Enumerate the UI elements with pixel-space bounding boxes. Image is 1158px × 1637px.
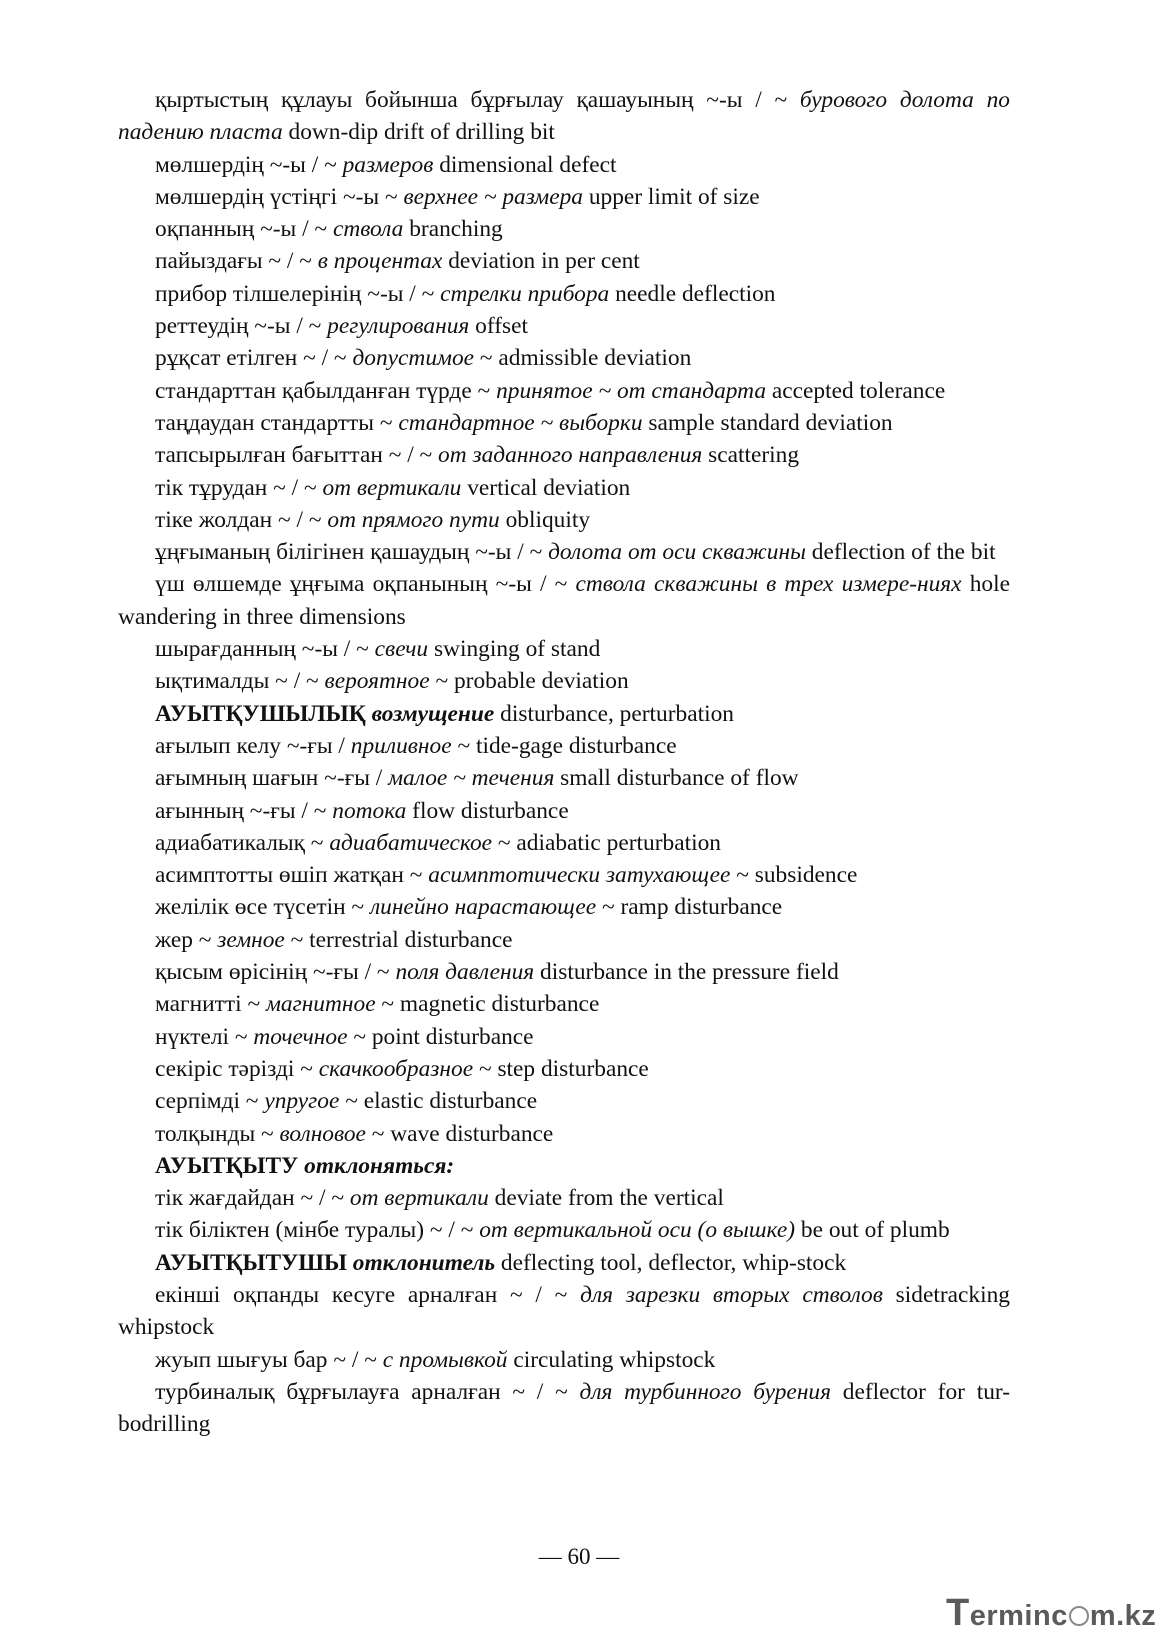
dictionary-entry	[118, 375, 1010, 407]
dictionary-entry	[118, 1182, 1010, 1214]
logo-ring-icon	[1069, 1606, 1089, 1626]
entry-term: вероятное	[324, 668, 430, 695]
entry-term: долота от оси скважины	[548, 539, 806, 566]
entry-text: vertical deviation	[461, 474, 631, 501]
entry-text: оқпанның ~-ы / ~	[155, 216, 333, 243]
dictionary-entry	[118, 407, 1010, 439]
entry-text: disturbance, perturbation	[494, 700, 734, 727]
entry-term: бурового долота по падению пласта	[118, 87, 1010, 146]
dictionary-entry	[118, 1214, 1010, 1246]
entry-text: рұқсат етілген ~ / ~	[155, 345, 353, 372]
entry-text: ~ ramp disturbance	[596, 894, 783, 921]
entry-text: deflection of the bit	[805, 539, 996, 566]
entry-text: турбиналық бұрғылауға арналған ~ / ~	[155, 1378, 580, 1405]
entry-text: ~ wave disturbance	[365, 1120, 554, 1147]
entry-text: obliquity	[499, 506, 591, 533]
dictionary-entry	[118, 439, 1010, 471]
entry-text: прибор тілшелерінің ~-ы / ~	[155, 280, 441, 307]
termincom-logo	[946, 1592, 1158, 1634]
entry-text: жуып шығуы бар ~ / ~	[155, 1346, 383, 1373]
dictionary-entry	[118, 1376, 1010, 1441]
dictionary-entry	[118, 149, 1010, 181]
entry-text: deflector for tur-bodrilling	[118, 1378, 1011, 1438]
entry-term: допустимое	[352, 345, 475, 372]
dictionary-entry	[118, 956, 1010, 988]
entry-text: ~ adiabatic perturbation	[492, 829, 721, 856]
entry-text: deflecting tool, deflector, whip-stock	[495, 1249, 847, 1276]
entry-term: стандартное ~ выборки	[398, 409, 643, 436]
entry-term: от прямого пути	[327, 506, 500, 533]
entry-text: ~ elastic disturbance	[339, 1088, 538, 1115]
entry-text: қысым өрісінің ~-ғы / ~	[155, 959, 396, 986]
dictionary-entry	[118, 245, 1010, 277]
dictionary-entry	[118, 181, 1010, 213]
entry-text: flow disturbance	[406, 797, 569, 824]
entry-text: ұңғыманың білігінен қашаудың ~-ы / ~	[155, 539, 549, 566]
entry-term: от вертикальной оси (о вышке)	[479, 1217, 796, 1244]
entry-term: регулирования	[327, 313, 470, 340]
entry-term: для турбинного бурения	[579, 1378, 831, 1405]
entry-text: үш өлшемде ұңғыма оқпанының ~-ы / ~	[155, 571, 576, 598]
page-number: — 60 —	[538, 1544, 620, 1569]
dictionary-entry	[118, 698, 1010, 730]
entry-text: стандарттан қабылданған түрде ~	[155, 377, 497, 404]
entry-text: deviation in per cent	[442, 248, 640, 275]
dictionary-entry	[118, 1085, 1010, 1117]
entry-text: ағымның шағын ~-ғы /	[155, 765, 389, 792]
dictionary-entry	[118, 536, 1010, 568]
entry-term: возмущение	[371, 700, 495, 727]
entry-term: ствола скважины в трех измере-ниях	[575, 571, 962, 598]
entry-text: нүктелі ~	[155, 1023, 254, 1050]
entry-term: в процентах	[317, 248, 443, 275]
entry-term: размеров	[342, 151, 434, 178]
dictionary-entry	[118, 504, 1010, 536]
entry-text: ~ magnetic disturbance	[375, 991, 600, 1018]
entry-text: ~ probable deviation	[429, 668, 629, 695]
entry-text: ~ terrestrial disturbance	[284, 926, 513, 953]
entry-term: стрелки прибора	[440, 280, 610, 307]
entry-text: екінші оқпанды кесуге арналған ~ / ~	[155, 1281, 581, 1308]
entry-text: deviate from the vertical	[488, 1185, 724, 1212]
dictionary-entry	[118, 213, 1010, 245]
entry-text: branching	[403, 216, 503, 243]
entry-term: поля давления	[395, 959, 535, 986]
entry-text: асимптотты өшіп жатқан ~	[155, 862, 429, 889]
dictionary-entry	[118, 472, 1010, 504]
entry-term: от вертикали	[349, 1185, 489, 1212]
entry-text: жер ~	[155, 926, 218, 953]
entry-term: отклонитель	[352, 1249, 496, 1276]
dictionary-entry	[118, 988, 1010, 1020]
logo-part-1: T	[946, 1592, 970, 1634]
entry-text: upper limit of size	[582, 183, 760, 210]
entry-term: АУЫТҚЫТУШЫ	[155, 1249, 353, 1276]
entry-text: тік біліктен (мінбе туралы) ~ / ~	[155, 1217, 480, 1244]
entry-term: адиабатическое	[329, 829, 493, 856]
dictionary-entry	[118, 342, 1010, 374]
entry-text: қыртыстың құлауы бойынша бұрғылау қашауының ~-ы / ~	[155, 87, 800, 113]
entry-text: sidetracking whipstock	[118, 1281, 1010, 1341]
entry-text: small disturbance of flow	[554, 765, 799, 792]
entry-text: needle deflection	[609, 280, 776, 307]
entry-term: линейно нарастающее	[369, 894, 597, 921]
entry-text: dimensional defect	[433, 151, 617, 178]
entry-text: scattering	[702, 442, 800, 469]
entry-text: sample standard deviation	[642, 409, 893, 436]
entry-text: ~ tide-gage disturbance	[451, 732, 677, 759]
entry-text: ~ subsidence	[730, 862, 858, 889]
entry-term: приливное	[350, 732, 452, 759]
entry-term: асимптотически затухающее	[428, 862, 731, 889]
entry-text: шырағданның ~-ы / ~	[155, 636, 375, 663]
entry-term: магнитное	[265, 991, 376, 1018]
entry-term: АУЫТҚЫТУ	[155, 1152, 305, 1179]
dictionary-entry	[118, 1344, 1010, 1376]
entry-text: тік жағдайдан ~ / ~	[155, 1185, 350, 1212]
dictionary-entry	[118, 1279, 1010, 1344]
entry-text: желілік өсе түсетін ~	[155, 894, 370, 921]
entry-text: ~ admissible deviation	[474, 345, 692, 372]
entry-term: с промывкой	[382, 1346, 508, 1373]
entry-text: серпімді ~	[155, 1088, 265, 1115]
entry-text: тіке жолдан ~ / ~	[155, 506, 328, 533]
dictionary-entry	[118, 665, 1010, 697]
entry-term: точечное	[253, 1023, 348, 1050]
entry-term: от вертикали	[322, 474, 462, 501]
entry-term: волновое	[279, 1120, 366, 1147]
entry-text: be out of plumb	[795, 1217, 950, 1244]
entry-text: swinging of stand	[428, 636, 601, 663]
entry-text: мөлшердің үстіңгі ~-ы ~	[155, 183, 404, 210]
entry-term: принятое ~ от стандарта	[496, 377, 767, 404]
dictionary-entry	[118, 1247, 1010, 1279]
entry-term: АУЫТҚУШЫЛЫҚ	[155, 700, 372, 727]
dictionary-entry	[118, 795, 1010, 827]
entry-text: таңдаудан стандартты ~	[155, 409, 399, 436]
entry-text: тапсырылған бағыттан ~ / ~	[155, 442, 439, 469]
dictionary-entry	[118, 1053, 1010, 1085]
entry-text: толқынды ~	[155, 1120, 280, 1147]
entry-text: мөлшердің ~-ы / ~	[155, 151, 343, 178]
dictionary-entry	[118, 730, 1010, 762]
dictionary-entry	[118, 762, 1010, 794]
entry-term: верхнее ~ размера	[403, 183, 583, 210]
dictionary-entry	[118, 310, 1010, 342]
dictionary-entry	[118, 84, 1010, 149]
logo-part-3: m.kz	[1089, 1600, 1157, 1632]
dictionary-entry	[118, 924, 1010, 956]
entry-text: ықтималды ~ / ~	[155, 668, 325, 695]
entry-text: offset	[469, 313, 528, 340]
dictionary-entry	[118, 1021, 1010, 1053]
entry-term: малое ~ течения	[388, 765, 555, 792]
entry-text: тік тұрудан ~ / ~	[155, 474, 323, 501]
entry-text: disturbance in the pressure field	[534, 959, 839, 986]
entry-text: реттеудің ~-ы / ~	[155, 313, 328, 340]
entry-term: от заданного направления	[438, 442, 703, 469]
dictionary-entry	[118, 1118, 1010, 1150]
dictionary-entry	[118, 1150, 1010, 1182]
entry-term: для зарезки вторых стволов	[580, 1281, 883, 1308]
entry-text: адиабатикалық ~	[155, 829, 330, 856]
dictionary-entry	[118, 891, 1010, 923]
entry-text: ағылып келу ~-ғы /	[155, 732, 351, 759]
entry-text: down-dip drift of drilling bit	[282, 119, 555, 146]
dictionary-entry	[118, 633, 1010, 665]
entry-text: accepted tolerance	[766, 377, 946, 404]
entry-term: отклоняться:	[304, 1152, 455, 1179]
entry-text: ~ step disturbance	[473, 1055, 649, 1082]
entry-term: потока	[332, 797, 407, 824]
dictionary-entry	[118, 827, 1010, 859]
entry-term: свечи	[374, 636, 429, 663]
dictionary-entry	[118, 568, 1010, 633]
entry-term: скачкообразное	[318, 1055, 474, 1082]
dictionary-entry	[118, 278, 1010, 310]
entry-text: пайыздағы ~ / ~	[155, 248, 318, 275]
entry-text: ~ point disturbance	[347, 1023, 534, 1050]
logo-part-2: erminc	[969, 1600, 1068, 1632]
entry-term: ствола	[332, 216, 404, 243]
dictionary-entry	[118, 859, 1010, 891]
entry-term: упругое	[264, 1088, 340, 1115]
entry-term: земное	[217, 926, 285, 953]
dictionary-page	[118, 84, 1010, 1440]
entry-text: circulating whipstock	[507, 1346, 716, 1373]
entry-text: магнитті ~	[155, 991, 266, 1018]
entry-text: секіріс тәрізді ~	[155, 1055, 319, 1082]
entry-text: hole wandering in three dimensions	[118, 571, 1010, 630]
entry-text: ағынның ~-ғы / ~	[155, 797, 333, 824]
